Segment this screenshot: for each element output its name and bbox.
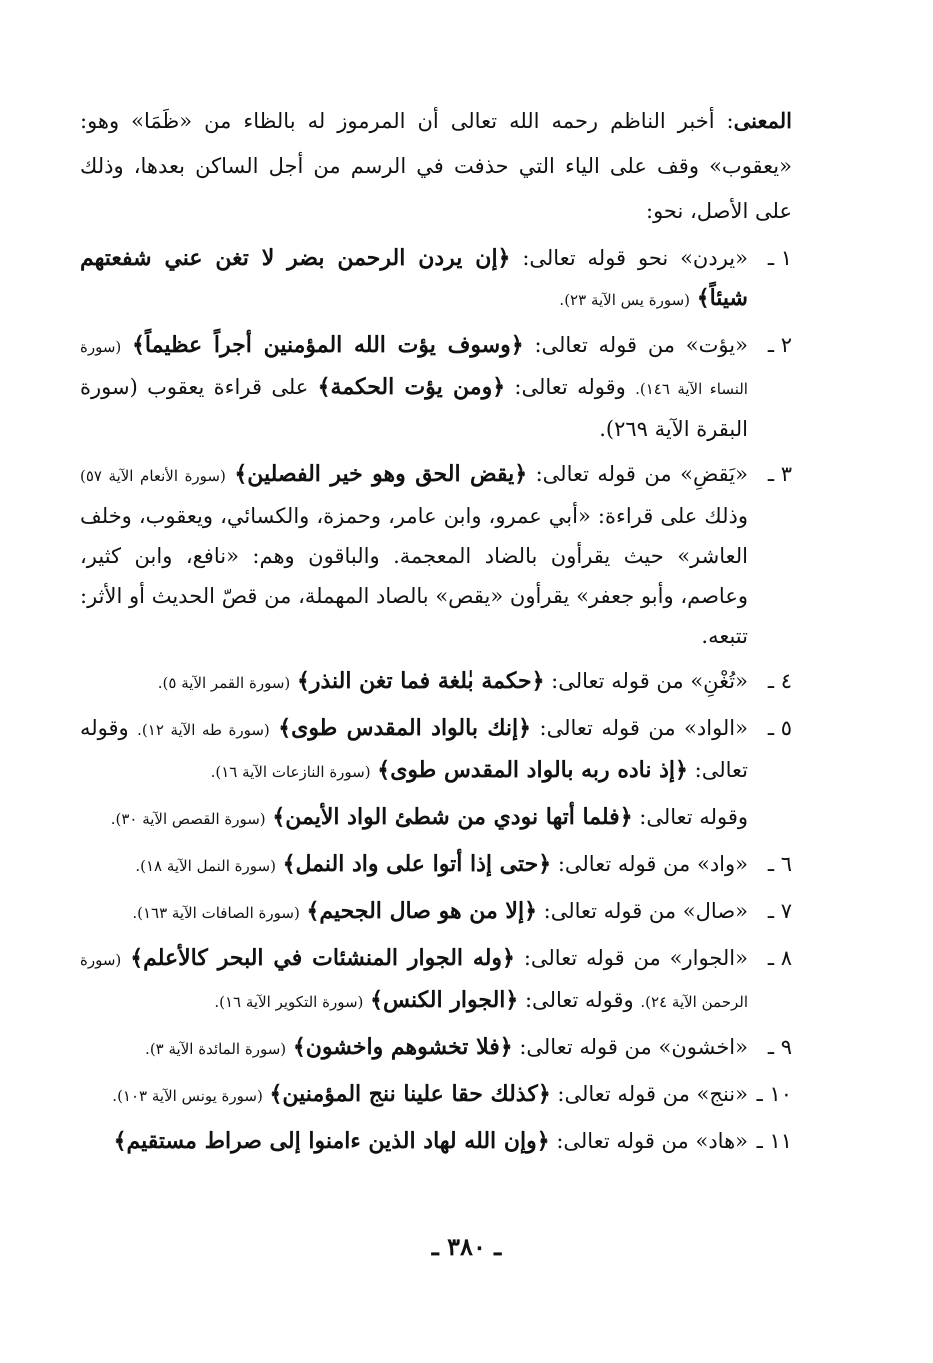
surah-reference: (سورة الصافات الآية ١٦٣). <box>132 904 300 922</box>
list-item <box>80 1074 792 1116</box>
quran-quote-secondary: ﴿الجوار الكنس﴾ <box>370 987 519 1013</box>
item-number: ٦ ـ <box>767 852 792 876</box>
surah-reference-secondary: (سورة النازعات الآية ١٦). <box>210 763 371 781</box>
quran-quote: ﴿حتى إذا أتوا على واد النمل﴾ <box>282 851 552 877</box>
list-item <box>80 661 792 703</box>
quran-quote: ﴿يقض الحق وهو خير الفصلين﴾ <box>234 461 528 487</box>
item-keyword: «واد» من قوله تعالى: <box>557 852 748 876</box>
quran-quote: ﴿وسوف يؤت الله المؤمنين أجراً عظيماً﴾ <box>132 332 524 358</box>
item-number: ٩ ـ <box>767 1035 792 1059</box>
quran-quote: ﴿إلا من هو صال الجحيم﴾ <box>306 898 537 924</box>
surah-reference: (سورة طه الآية ١٢). <box>137 721 270 739</box>
list-item <box>80 708 792 792</box>
surah-reference: (سورة القمر الآية ٥). <box>157 674 291 692</box>
item-number: ٨ ـ <box>767 946 792 970</box>
item-number: ٢ ـ <box>767 333 792 357</box>
intro-paragraph <box>80 98 792 234</box>
quran-quote: ﴿كذلك حقا علينا ننج المؤمنين﴾ <box>269 1081 551 1107</box>
surah-reference-secondary: (سورة التكوير الآية ١٦). <box>214 993 364 1011</box>
page-number: ـ ٣٨٠ ـ <box>431 1232 502 1261</box>
item-keyword: «يردن» نحو قوله تعالى: <box>522 246 748 270</box>
item-keyword: «تُغْنِ» من قوله تعالى: <box>551 669 748 693</box>
surah-reference: (سورة النمل الآية ١٨). <box>135 857 276 875</box>
list-item <box>80 1027 792 1069</box>
item-number: ٥ ـ <box>767 716 792 740</box>
quran-quote-secondary: ﴿إذ ناده ربه بالواد المقدس طوى﴾ <box>377 757 688 783</box>
item-number: ١١ ـ <box>756 1129 792 1153</box>
quran-quote: ﴿فلما أتها نودي من شطئ الواد الأيمن﴾ <box>272 804 633 830</box>
surah-reference: (سورة يس الآية ٢٣). <box>559 291 690 309</box>
intro-lead: المعنى <box>733 108 792 133</box>
item-keyword: «الجوار» من قوله تعالى: <box>523 946 748 970</box>
list-item <box>80 844 792 886</box>
item-number: ١٠ ـ <box>756 1082 792 1106</box>
quran-quote: ﴿وإن الله لهاد الذين ءامنوا إلى صراط مستقيم﴾ <box>113 1128 550 1154</box>
surah-reference: (سورة المائدة الآية ٣). <box>145 1040 287 1058</box>
list-item <box>80 454 792 656</box>
list-item <box>80 1121 792 1161</box>
list-item <box>80 238 792 320</box>
quran-quote: ﴿إنك بالواد المقدس طوى﴾ <box>278 715 532 741</box>
item-continuation: وذلك على قراءة: «أبي عمرو، وابن عامر، وحمزة، والكسائي، ويعقوب، وخلف العاشر» حيث يقرأون بالضاد المعجمة. والباقون وهم: «نافع، وابن كثير، وعاصم، وأبو جعفر» يقرأون «يقص» بالصاد المهملة، من قصّ الحديث أو الأثر: تتبعه. <box>80 504 748 648</box>
surah-reference: (سورة النساء الآية ١٤٦). <box>80 338 748 398</box>
item-number: ٧ ـ <box>767 899 792 923</box>
item-keyword: «يؤت» من قوله تعالى: <box>534 333 748 357</box>
item-number: ٣ ـ <box>767 462 792 486</box>
quran-quote: ﴿وله الجوار المنشئات في البحر كالأعلم﴾ <box>130 945 515 971</box>
page-body <box>80 98 792 1166</box>
item-number: ٤ ـ <box>767 669 792 693</box>
list-item <box>80 797 792 839</box>
quran-quote-secondary: ﴿ومن يؤت الحكمة﴾ <box>317 374 506 400</box>
list-item <box>80 325 792 449</box>
item-keyword: وقوله تعالى: <box>639 805 748 829</box>
item-continuation: وقوله تعالى: <box>524 988 634 1012</box>
item-number: ١ ـ <box>767 246 792 270</box>
item-keyword: «الواد» من قوله تعالى: <box>539 716 748 740</box>
item-keyword: «صال» من قوله تعالى: <box>543 899 748 923</box>
quran-quote: ﴿فلا تخشوهم واخشون﴾ <box>292 1034 513 1060</box>
surah-reference: (سورة الأنعام الآية ٥٧) <box>80 467 226 485</box>
list-item <box>80 938 792 1022</box>
item-keyword: «اخشون» من قوله تعالى: <box>519 1035 748 1059</box>
item-keyword: «هاد» من قوله تعالى: <box>556 1129 748 1153</box>
item-keyword-secondary: وقوله تعالى: <box>80 716 748 782</box>
item-keyword: «ننج» من قوله تعالى: <box>557 1082 748 1106</box>
surah-reference: (سورة القصص الآية ٣٠). <box>110 810 266 828</box>
items-list <box>80 238 792 1161</box>
list-item <box>80 891 792 933</box>
item-continuation: وقوله تعالى: <box>514 375 626 399</box>
quran-quote: ﴿إن يردن الرحمن بضر لا تغن عني شفعتهم شيئاً﴾ <box>80 245 748 311</box>
item-keyword: «يَقضِ» من قوله تعالى: <box>535 462 748 486</box>
item-trailing-text: على قراءة يعقوب (سورة البقرة الآية ٢٦٩). <box>80 375 748 441</box>
quran-quote: ﴿حكمة بٰلغة فما تغن النذر﴾ <box>296 668 545 694</box>
surah-reference: (سورة يونس الآية ١٠٣). <box>112 1087 263 1105</box>
surah-reference: (سورة الرحمن الآية ٢٤). <box>80 951 748 1011</box>
intro-text: : أخبر الناظم رحمه الله تعالى أن المرموز له بالظاء من «ظَمَا» وهو: «يعقوب» وقف على الياء التي حذفت في الرسم من أجل الساكن بعدها، وذلك على الأصل، نحو: <box>80 109 792 223</box>
